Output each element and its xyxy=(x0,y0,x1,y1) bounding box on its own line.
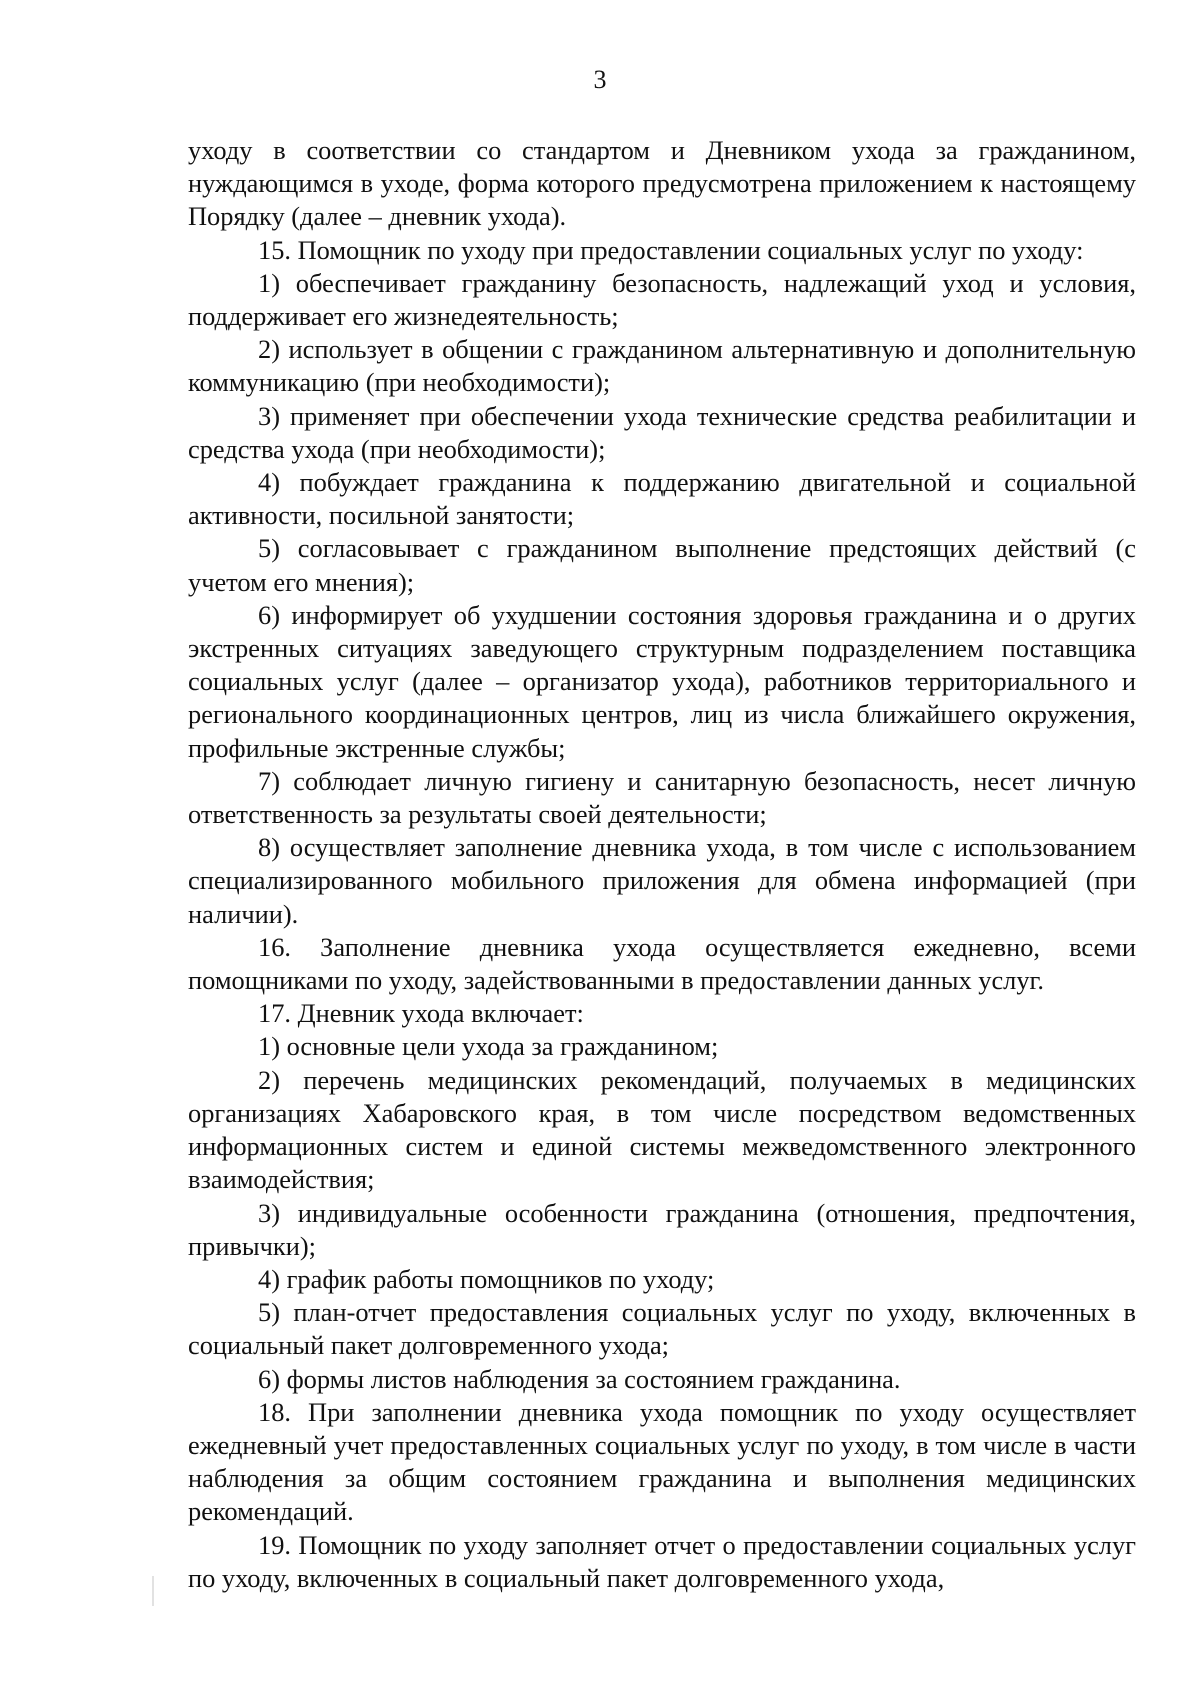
list-item-15-1: 1) обеспечивает гражданину безопасность, надлежащий уход и условия, поддерживает его жизнедеятельность; xyxy=(188,267,1136,332)
paragraph-clause-16: 16. Заполнение дневника ухода осуществляется ежедневно, всеми помощниками по уходу, задействованными в предоставлении данных услуг. xyxy=(188,931,1136,996)
list-item-17-5: 5) план-отчет предоставления социальных услуг по уходу, включенных в социальный пакет долговременного ухода; xyxy=(188,1297,1136,1361)
list-item-15-6: 6) информирует об ухудшении состояния здоровья гражданина и о других экстренных ситуациях заведующего структурным подразделением поставщика социальных услуг (далее – организатор ухода), работников территориального и регионального координационных центров, лиц из числа ближайшего окружения, профильные экстренные службы; xyxy=(188,599,1136,763)
paragraph-continuation: уходу в соответствии со стандартом и Дневником ухода за гражданином, нуждающимся в уходе, форма которого предусмотрена приложением к настоящему Порядку (далее – дневник ухода). xyxy=(188,135,1136,232)
list-item-17-1: 1) основные цели ухода за гражданином; xyxy=(258,1031,719,1062)
list-item-15-2: 2) использует в общении с гражданином альтернативную и дополнительную коммуникацию (при необходимости); xyxy=(188,334,1136,398)
paragraph-clause-19: 19. Помощник по уходу заполняет отчет о предоставлении социальных услуг по уходу, включенных в социальный пакет долговременного ухода, xyxy=(188,1529,1136,1593)
list-item-15-8: 8) осуществляет заполнение дневника ухода, в том числе с использованием специализированного мобильного приложения для обмена информацией (при наличии). xyxy=(188,832,1136,929)
paragraph-clause-17: 17. Дневник ухода включает: xyxy=(258,998,584,1029)
list-item-17-6: 6) формы листов наблюдения за состоянием гражданина. xyxy=(258,1363,901,1394)
paragraph-clause-15: 15. Помощник по уходу при предоставлении социальных услуг по уходу: xyxy=(258,234,1084,265)
paragraph-clause-18: 18. При заполнении дневника ухода помощник по уходу осуществляет ежедневный учет предоставленных социальных услуг по уходу, в том числе в части наблюдения за общим состоянием гражданина и выполнения медицинских рекомендаций. xyxy=(188,1396,1136,1527)
list-item-15-4: 4) побуждает гражданина к поддержанию двигательной и социальной активности, посильной занятости; xyxy=(188,467,1136,531)
list-item-17-2: 2) перечень медицинских рекомендаций, получаемых в медицинских организациях Хабаровского края, в том числе посредством ведомственных информационных систем и единой системы межведомственного электронного взаимодействия; xyxy=(188,1064,1136,1195)
list-item-15-7: 7) соблюдает личную гигиену и санитарную безопасность, несет личную ответственность за результаты своей деятельности; xyxy=(188,765,1136,830)
list-item-17-3: 3) индивидуальные особенности гражданина (отношения, предпочтения, привычки); xyxy=(188,1197,1136,1261)
list-item-15-5: 5) согласовывает с гражданином выполнение предстоящих действий (с учетом его мнения); xyxy=(188,533,1136,597)
list-item-15-3: 3) применяет при обеспечении ухода технические средства реабилитации и средства ухода (при необходимости); xyxy=(188,400,1136,464)
document-body xyxy=(188,134,1136,1595)
page-number: 3 xyxy=(593,65,607,94)
list-item-17-4: 4) график работы помощников по уходу; xyxy=(258,1263,715,1294)
scan-margin-mark xyxy=(152,1576,154,1606)
